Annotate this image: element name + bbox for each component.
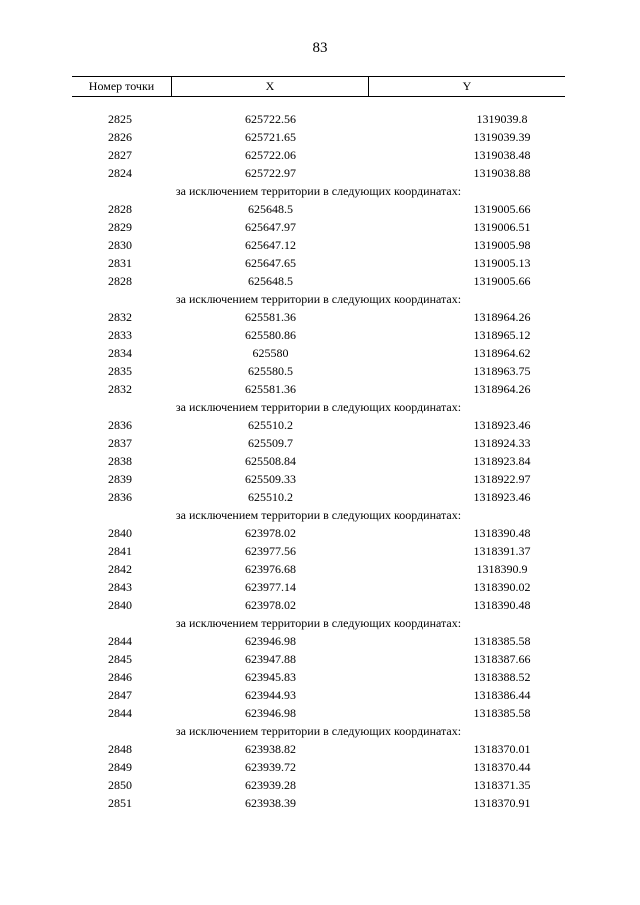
point-number: 2834 — [108, 346, 132, 360]
point-number: 2849 — [108, 760, 132, 774]
header-x: X — [172, 77, 369, 96]
table-row — [72, 596, 565, 614]
point-number: 2839 — [108, 472, 132, 486]
exclusion-note: за исключением территории в следующих координатах: — [175, 400, 462, 414]
coord-x: 623947.88 — [245, 652, 296, 666]
point-number: 2828 — [108, 202, 132, 216]
point-number: 2824 — [108, 166, 132, 180]
coord-y: 1318923.46 — [473, 418, 531, 432]
table-row — [72, 488, 565, 506]
coord-y: 1318964.26 — [473, 310, 531, 324]
coord-x: 625647.12 — [245, 238, 296, 252]
table-row — [72, 758, 565, 776]
point-number: 2841 — [108, 544, 132, 558]
point-number: 2851 — [108, 796, 132, 810]
table-row — [72, 794, 565, 812]
table-row — [72, 686, 565, 704]
coord-y: 1319038.88 — [473, 166, 531, 180]
table-row — [72, 200, 565, 218]
table-row — [72, 110, 565, 128]
table-row — [72, 164, 565, 182]
coord-x: 623944.93 — [245, 688, 296, 702]
point-number: 2828 — [108, 274, 132, 288]
point-number: 2848 — [108, 742, 132, 756]
coord-x: 625580.86 — [245, 328, 296, 342]
coord-y: 1318923.84 — [473, 454, 531, 468]
exclusion-note-row — [72, 398, 565, 416]
coord-x: 623945.83 — [245, 670, 296, 684]
coord-y: 1318924.33 — [473, 436, 531, 450]
table-row — [72, 470, 565, 488]
coord-y: 1319038.48 — [473, 148, 531, 162]
coord-y: 1318370.01 — [473, 742, 531, 756]
point-number: 2831 — [108, 256, 132, 270]
table-row — [72, 218, 565, 236]
coord-y: 1318387.66 — [473, 652, 531, 666]
coord-y: 1318385.58 — [473, 634, 531, 648]
coord-x: 623938.39 — [245, 796, 296, 810]
coord-x: 623946.98 — [245, 706, 296, 720]
coord-y: 1318390.02 — [473, 580, 531, 594]
table-row — [72, 632, 565, 650]
coordinates-table-body — [72, 110, 565, 812]
header-y: Y — [462, 79, 472, 93]
exclusion-note-row — [72, 506, 565, 524]
coord-x: 623978.02 — [245, 598, 296, 612]
table-row — [72, 272, 565, 290]
coord-y: 1318386.44 — [473, 688, 531, 702]
point-number: 2842 — [108, 562, 132, 576]
coord-x: 625509.7 — [248, 436, 293, 450]
table-row — [72, 740, 565, 758]
point-number: 2833 — [108, 328, 132, 342]
exclusion-note-row — [72, 182, 565, 200]
page-number: 83 — [312, 40, 328, 56]
point-number: 2826 — [108, 130, 132, 144]
table-row — [72, 344, 565, 362]
coord-y: 1318964.26 — [473, 382, 531, 396]
exclusion-note: за исключением территории в следующих координатах: — [175, 184, 462, 198]
point-number: 2843 — [108, 580, 132, 594]
point-number: 2835 — [108, 364, 132, 378]
point-number: 2844 — [108, 706, 132, 720]
exclusion-note: за исключением территории в следующих координатах: — [175, 724, 462, 738]
point-number: 2832 — [108, 310, 132, 324]
table-row — [72, 326, 565, 344]
coord-y: 1318370.44 — [473, 760, 531, 774]
table-row — [72, 524, 565, 542]
coord-x: 625648.5 — [248, 274, 293, 288]
coord-y: 1319005.66 — [473, 202, 531, 216]
exclusion-note: за исключением территории в следующих координатах: — [175, 292, 462, 306]
coord-y: 1318390.48 — [473, 598, 531, 612]
point-number: 2830 — [108, 238, 132, 252]
point-number: 2836 — [108, 418, 132, 432]
table-header — [72, 76, 565, 97]
coord-y: 1318922.97 — [473, 472, 531, 486]
table-row — [72, 668, 565, 686]
point-number: 2840 — [108, 526, 132, 540]
point-number: 2847 — [108, 688, 132, 702]
point-number: 2845 — [108, 652, 132, 666]
coord-y: 1318391.37 — [473, 544, 531, 558]
table-row — [72, 452, 565, 470]
coord-y: 1319005.98 — [473, 238, 531, 252]
coord-y: 1318385.58 — [473, 706, 531, 720]
coord-x: 623977.56 — [245, 544, 296, 558]
coord-x: 625580.5 — [248, 364, 293, 378]
coord-y: 1318371.35 — [473, 778, 531, 792]
table-row — [72, 560, 565, 578]
coord-y: 1319039.8 — [476, 112, 528, 126]
coord-x: 625647.97 — [245, 220, 296, 234]
coord-x: 623939.28 — [245, 778, 296, 792]
coord-x: 625510.2 — [248, 490, 293, 504]
coord-x: 625580 — [252, 346, 289, 360]
table-row — [72, 146, 565, 164]
coord-y: 1319039.39 — [473, 130, 531, 144]
exclusion-note: за исключением территории в следующих координатах: — [175, 616, 462, 630]
coord-y: 1318923.46 — [473, 490, 531, 504]
table-row — [72, 362, 565, 380]
coord-y: 1318388.52 — [473, 670, 531, 684]
coord-x: 625510.2 — [248, 418, 293, 432]
point-number: 2827 — [108, 148, 132, 162]
point-number: 2832 — [108, 382, 132, 396]
point-number: 2838 — [108, 454, 132, 468]
coord-x: 623939.72 — [245, 760, 296, 774]
table-row — [72, 236, 565, 254]
point-number: 2850 — [108, 778, 132, 792]
header-point-number: Номер точки — [72, 77, 172, 96]
point-number: 2844 — [108, 634, 132, 648]
exclusion-note-row — [72, 290, 565, 308]
coord-x: 625722.56 — [245, 112, 296, 126]
coord-y: 1318370.91 — [473, 796, 531, 810]
coord-y: 1318964.62 — [473, 346, 531, 360]
table-row — [72, 776, 565, 794]
point-number: 2840 — [108, 598, 132, 612]
coord-y: 1319006.51 — [473, 220, 531, 234]
point-number: 2836 — [108, 490, 132, 504]
coord-x: 625647.65 — [245, 256, 296, 270]
coord-x: 625581.36 — [245, 382, 296, 396]
table-row — [72, 254, 565, 272]
table-row — [72, 542, 565, 560]
exclusion-note-row — [72, 722, 565, 740]
coord-x: 623938.82 — [245, 742, 296, 756]
coord-x: 625581.36 — [245, 310, 296, 324]
table-row — [72, 416, 565, 434]
coord-x: 623978.02 — [245, 526, 296, 540]
coord-x: 623977.14 — [245, 580, 296, 594]
coord-x: 625648.5 — [248, 202, 293, 216]
coord-x: 623976.68 — [245, 562, 296, 576]
coord-x: 625508.84 — [245, 454, 296, 468]
coord-x: 625722.97 — [245, 166, 296, 180]
coord-x: 625509.33 — [245, 472, 296, 486]
table-row — [72, 128, 565, 146]
table-row — [72, 308, 565, 326]
point-number: 2846 — [108, 670, 132, 684]
table-row — [72, 380, 565, 398]
coord-x: 623946.98 — [245, 634, 296, 648]
table-row — [72, 704, 565, 722]
coord-y: 1318965.12 — [473, 328, 531, 342]
exclusion-note-row — [72, 614, 565, 632]
coord-y: 1318390.48 — [473, 526, 531, 540]
coord-y: 1318390.9 — [476, 562, 528, 576]
table-row — [72, 434, 565, 452]
exclusion-note: за исключением территории в следующих координатах: — [175, 508, 462, 522]
coord-x: 625722.06 — [245, 148, 296, 162]
coord-y: 1319005.66 — [473, 274, 531, 288]
coord-y: 1318963.75 — [473, 364, 531, 378]
table-row — [72, 578, 565, 596]
point-number: 2829 — [108, 220, 132, 234]
point-number: 2825 — [108, 112, 132, 126]
coord-y: 1319005.13 — [473, 256, 531, 270]
coord-x: 625721.65 — [245, 130, 296, 144]
point-number: 2837 — [108, 436, 132, 450]
table-row — [72, 650, 565, 668]
